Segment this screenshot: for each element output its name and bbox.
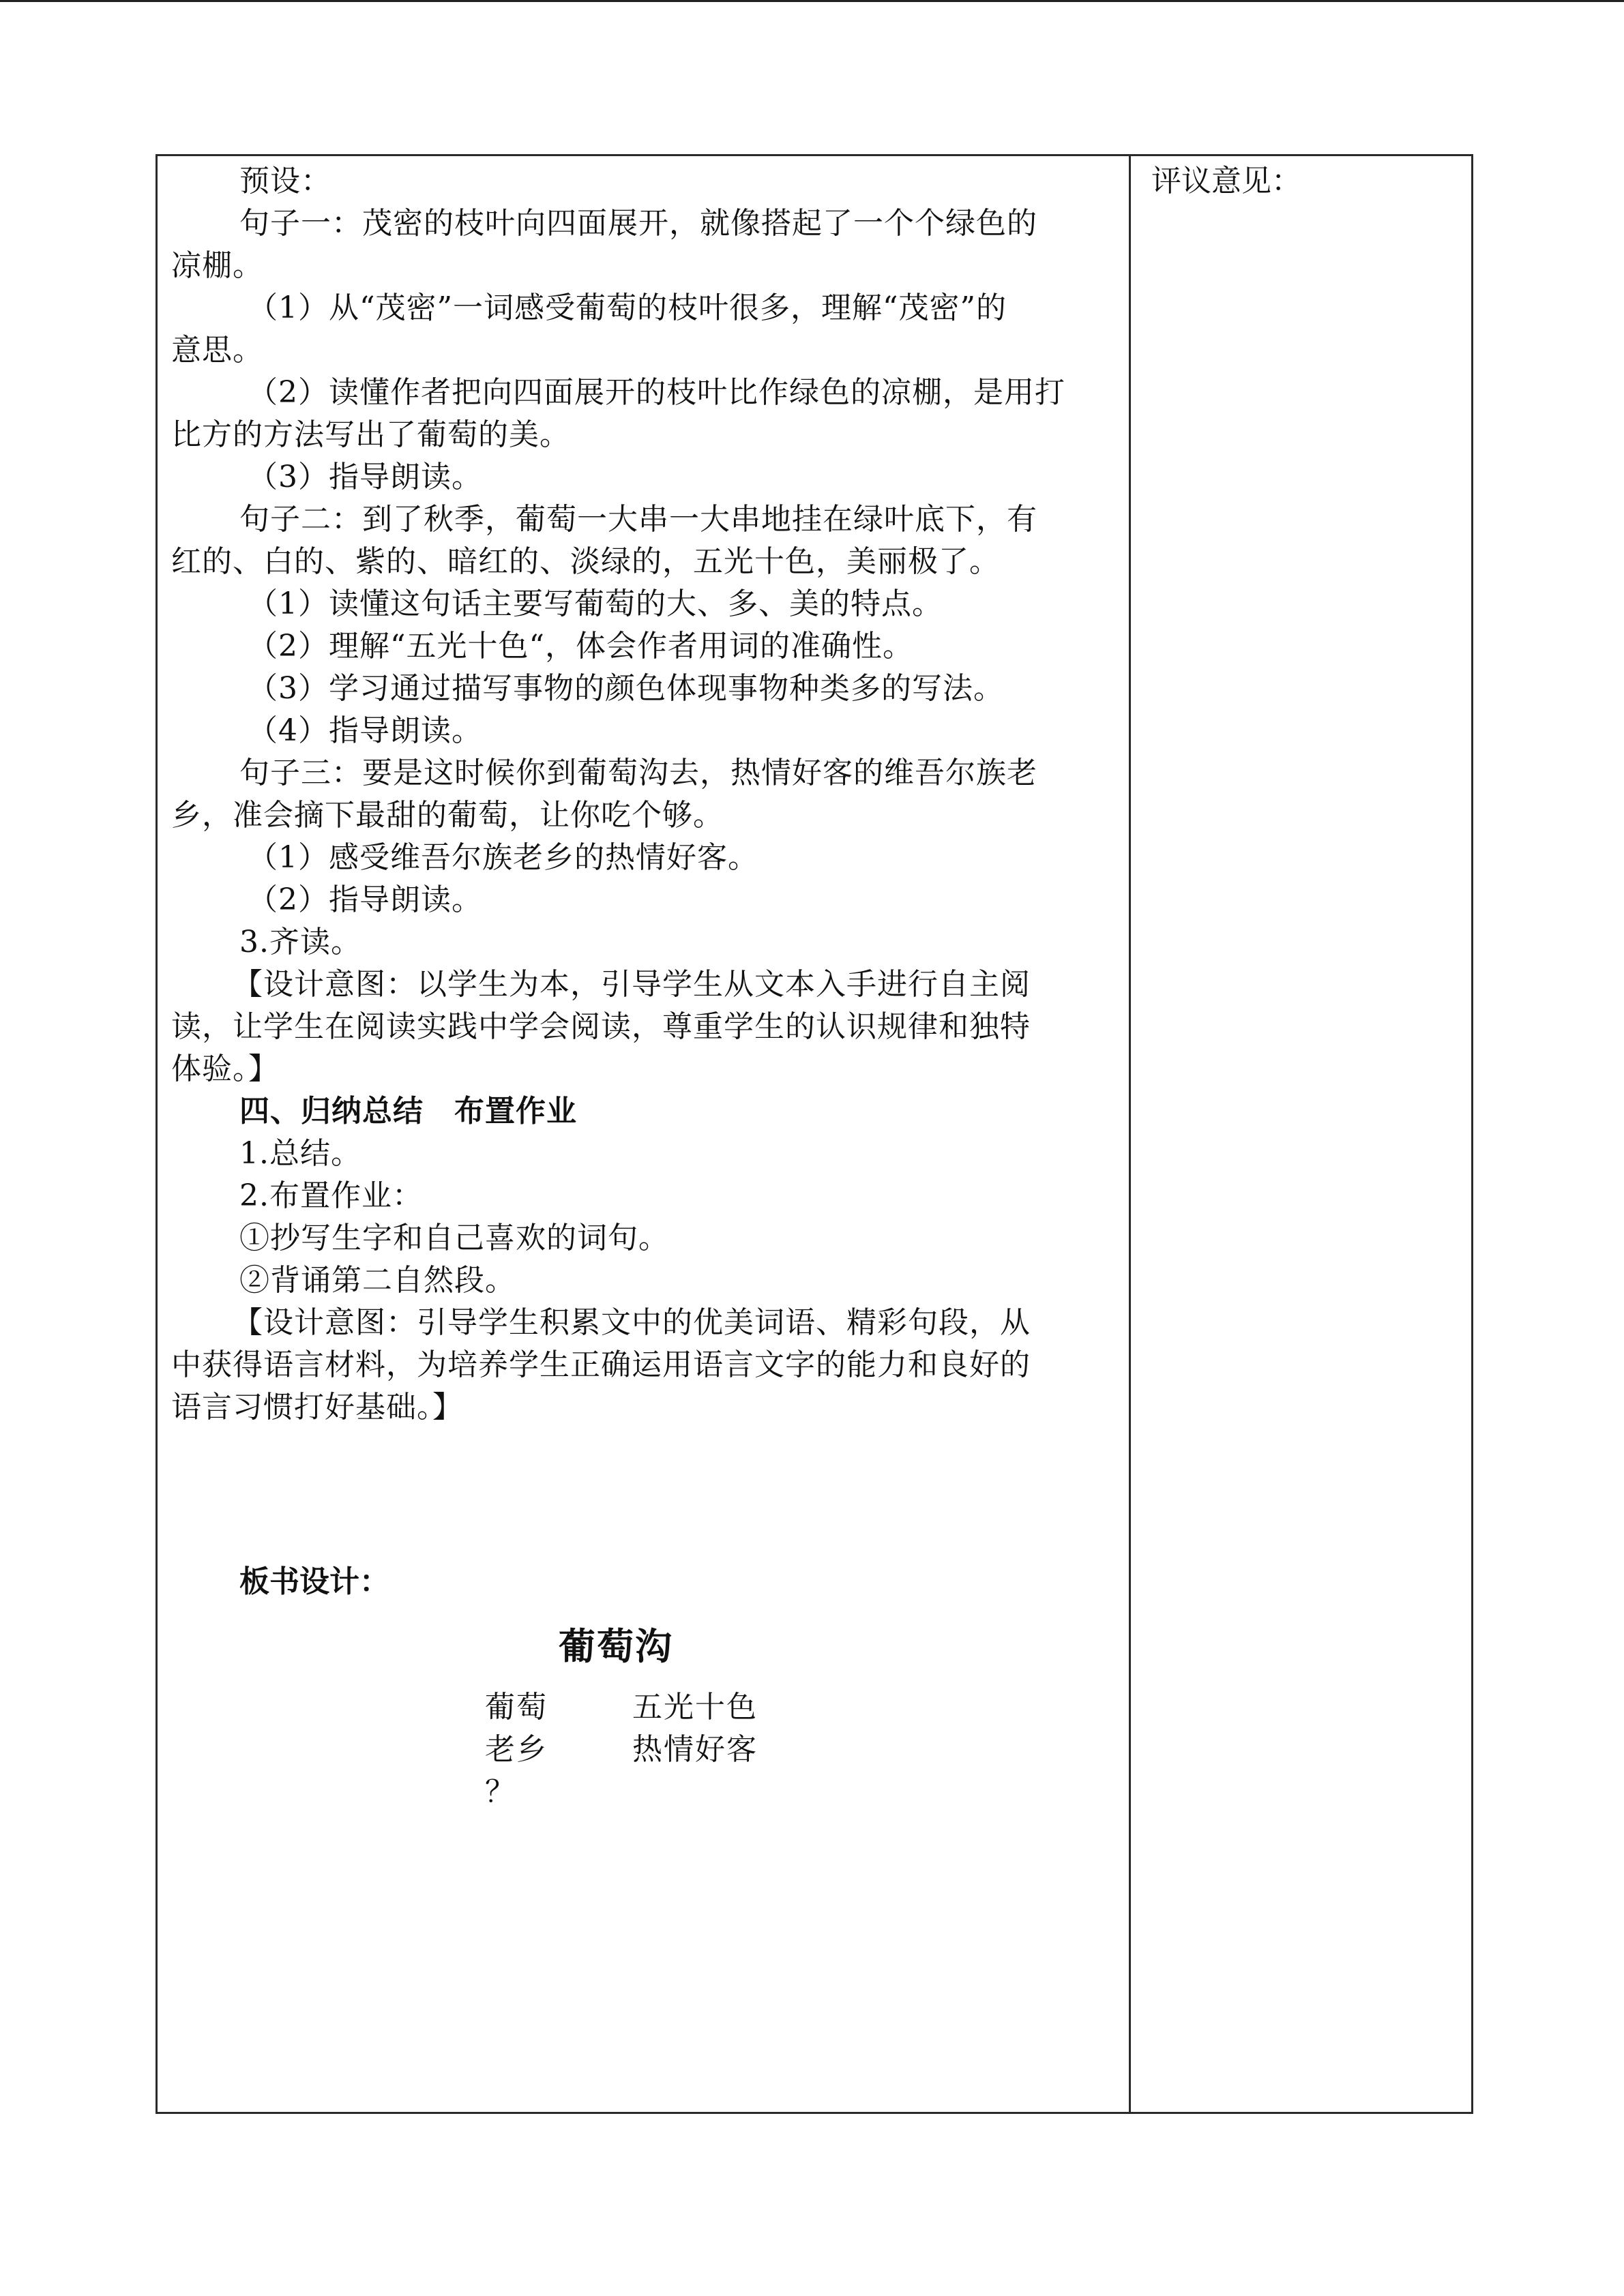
- page-top-rule: [0, 0, 1624, 2]
- text-line: （3）学习通过描写事物的颜色体现事物种类多的写法。: [248, 671, 1004, 706]
- text-line: 【设计意图：以学生为本，引导学生从文本入手进行自主阅: [233, 967, 1031, 1002]
- text-line: 句子二：到了秋季，葡萄一大串一大串地挂在绿叶底下，有: [239, 502, 1037, 537]
- text-line: 预设：: [239, 164, 331, 198]
- text-line: 3.齐读。: [239, 925, 361, 959]
- text-line: 【设计意图：引导学生积累文中的优美词语、精彩句段，从: [233, 1305, 1031, 1340]
- text-line: （3）指导朗读。: [248, 460, 482, 494]
- text-line: 比方的方法写出了葡萄的美。: [171, 417, 570, 452]
- board-row-left: 葡萄: [485, 1690, 548, 1725]
- board-design-label: 板书设计：: [239, 1564, 389, 1599]
- lesson-plan-table: [156, 154, 1473, 2114]
- text-line: 2.布置作业：: [239, 1178, 423, 1213]
- lesson-text-block: [171, 160, 1119, 1429]
- text-line: （2）指导朗读。: [248, 882, 482, 917]
- text-line: 中获得语言材料，为培养学生正确运用语言文字的能力和良好的: [171, 1347, 1031, 1382]
- text-line: （1）读懂这句话主要写葡萄的大、多、美的特点。: [248, 586, 943, 621]
- text-line: 句子三：要是这时候你到葡萄沟去，热情好客的维吾尔族老: [239, 756, 1037, 790]
- text-line: 红的、白的、紫的、暗红的、淡绿的，五光十色，美丽极了。: [171, 544, 1000, 579]
- text-line: 句子一：茂密的枝叶向四面展开，就像搭起了一个个绿色的: [239, 206, 1037, 241]
- review-comments-label: 评议意见：: [1151, 164, 1301, 198]
- text-line: （2）读懂作者把向四面展开的枝叶比作绿色的凉棚，是用打: [248, 375, 1065, 410]
- text-line: 语言习惯打好基础。】: [171, 1390, 463, 1425]
- board-row-right: 热情好客: [632, 1732, 758, 1767]
- text-line: 凉棚。: [171, 248, 263, 283]
- lesson-content-cell: [158, 156, 1129, 2112]
- text-line: （2）理解“五光十色“，体会作者用词的准确性。: [248, 629, 913, 664]
- text-line: 意思。: [171, 333, 263, 368]
- board-row-left: 老乡: [485, 1732, 548, 1767]
- text-line: （4）指导朗读。: [248, 713, 482, 748]
- text-line: 读，让学生在阅读实践中学会阅读，尊重学生的认识规律和独特: [171, 1009, 1031, 1044]
- text-line: 1.总结。: [239, 1136, 361, 1171]
- review-cell: [1131, 156, 1471, 2112]
- text-line: （1）从“茂密”一词感受葡萄的枝叶很多，理解“茂密”的: [248, 290, 1007, 325]
- board-row-right: 五光十色: [632, 1690, 758, 1725]
- board-title: 葡萄沟: [559, 1624, 673, 1668]
- text-line: ②背诵第二自然段。: [239, 1263, 516, 1298]
- text-line: ①抄写生字和自己喜欢的词句。: [239, 1221, 669, 1255]
- text-line: 四、归纳总结 布置作业: [239, 1094, 577, 1129]
- text-line: 乡，准会摘下最甜的葡萄，让你吃个够。: [171, 798, 724, 833]
- text-line: （1）感受维吾尔族老乡的热情好客。: [248, 840, 758, 875]
- board-row-left: ？: [485, 1774, 516, 1809]
- text-line: 体验。】: [171, 1052, 279, 1086]
